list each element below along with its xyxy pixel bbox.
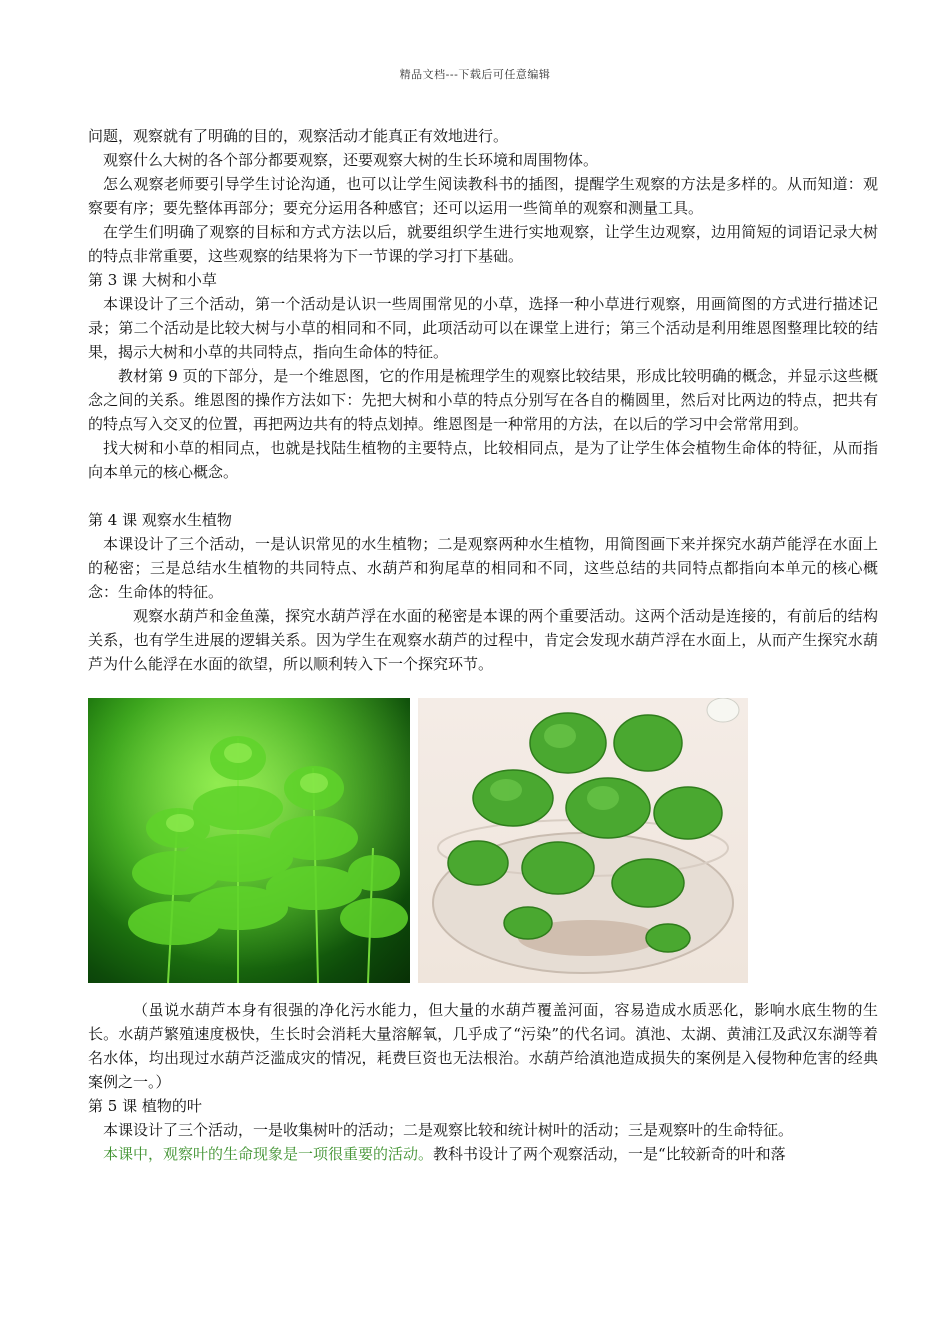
paragraph: 本课设计了三个活动，一是认识常见的水生植物；二是观察两种水生植物，用简图画下来并探究水葫芦能浮在水面上的秘密；三是总结水生植物的共同特点、水葫芦和狗尾草的相同和不同，这些总结的共同特点都指向本单元的核心概念：生命体的特征。 [88, 535, 878, 601]
paragraph: （虽说水葫芦本身有很强的净化污水能力，但大量的水葫芦覆盖河面，容易造成水质恶化，影响水底生物的生长。水葫芦繁殖速度极快，生长时会消耗大量溶解氧，几乎成了“污染”的代名词。滇池、太湖、黄浦江及武汉东湖等着名水体，均出现过水葫芦泛滥成灾的情况，耗费巨资也无法根治。水葫芦给滇池造成损失的案例是入侵物种危害的经典案例之一。） [88, 1001, 878, 1091]
lesson-heading: 第 5 课 植物的叶 [88, 1097, 202, 1115]
document-body [88, 124, 878, 1166]
paragraph: 观察水葫芦和金鱼藻，探究水葫芦浮在水面的秘密是本课的两个重要活动。这两个活动是连接的，有前后的结构关系，也有学生进展的逻辑关系。因为学生在观察水葫芦的过程中，肯定会发现水葫芦浮在水面上，从而产生探究水葫芦为什么能浮在水面的欲望，所以顺利转入下一个探究环节。 [88, 607, 878, 673]
hornwort-photo [88, 698, 410, 983]
paragraph: 怎么观察老师要引导学生讨论沟通，也可以让学生阅读教科书的插图，提醒学生观察的方法是多样的。从而知道：观察要有序；要先整体再部分；要充分运用各种感官；还可以运用一些简单的观察和测量工具。 [88, 175, 878, 217]
photo-row [88, 698, 878, 998]
lesson-heading: 第 3 课 大树和小草 [88, 271, 217, 289]
paragraph-text: 教科书设计了两个观察活动，一是“比较新奇的叶和落 [433, 1145, 786, 1163]
page-header: 精品文档---下载后可任意编辑 [399, 68, 551, 81]
paragraph: 本课设计了三个活动，一是收集树叶的活动；二是观察比较和统计树叶的活动；三是观察叶的生命特征。 [103, 1121, 794, 1139]
lesson-heading: 第 4 课 观察水生植物 [88, 511, 232, 529]
paragraph: 观察什么大树的各个部分都要观察，还要观察大树的生长环境和周围物体。 [103, 151, 599, 169]
paragraph: 问题，观察就有了明确的目的，观察活动才能真正有效地进行。 [88, 127, 509, 145]
paragraph: 找大树和小草的相同点，也就是找陆生植物的主要特点，比较相同点，是为了让学生体会植物生命体的特征，从而指向本单元的核心概念。 [88, 439, 878, 481]
paragraph: 教材第 9 页的下部分，是一个维恩图，它的作用是梳理学生的观察比较结果，形成比较明确的概念，并显示这些概念之间的关系。维恩图的操作方法如下：先把大树和小草的特点分别写在各自的椭圆里，然后对比两边的特点，把共有的特点写入交叉的位置，再把两边共有的特点划掉。维恩图是一种常用的方法，在以后的学习中会常常用到。 [88, 367, 878, 433]
paragraph: 本课设计了三个活动，第一个活动是认识一些周围常见的小草，选择一种小草进行观察，用画简图的方式进行描述记录；第二个活动是比较大树与小草的相同和不同，此项活动可以在课堂上进行；第三个活动是利用维恩图整理比较的结果，揭示大树和小草的共同特点，指向生命体的特征。 [88, 295, 878, 361]
highlighted-text: 本课中，观察叶的生命现象是一项很重要的活动。 [103, 1145, 434, 1163]
water-hyacinth-photo [418, 698, 748, 983]
paragraph [88, 1142, 878, 1166]
paragraph: 在学生们明确了观察的目标和方式方法以后，就要组织学生进行实地观察，让学生边观察，边用简短的词语记录大树的特点非常重要，这些观察的结果将为下一节课的学习打下基础。 [88, 223, 878, 265]
